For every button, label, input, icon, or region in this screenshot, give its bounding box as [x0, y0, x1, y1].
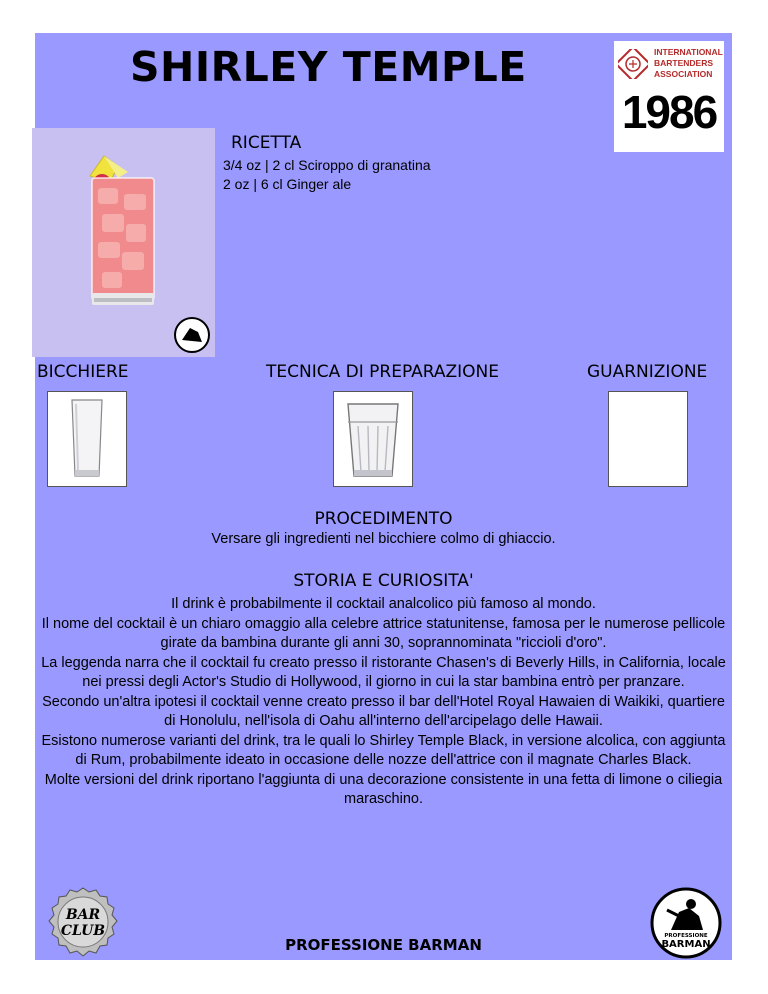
history-paragraph: Molte versioni del drink riportano l'aggiunta di una decorazione consistente in una fetta di limone o ciliegia maraschino.	[44, 771, 723, 807]
recipe-card	[35, 33, 732, 960]
technique-heading: TECNICA DI PREPARAZIONE	[266, 362, 499, 382]
barman-logo-big: BARMAN	[661, 939, 711, 950]
iba-seal-icon	[618, 49, 648, 79]
ingredient-item: 2 oz | 6 cl Ginger ale	[223, 176, 352, 192]
glass-box	[47, 391, 127, 487]
cocktail-glass-image	[32, 128, 215, 357]
history-paragraph: Il drink è probabilmente il cocktail analcolico più famoso al mondo.	[171, 596, 596, 612]
professione-barman-logo	[649, 886, 723, 960]
garnish-heading: GUARNIZIONE	[587, 362, 708, 382]
ingredients-list	[223, 156, 431, 194]
history-paragraph: La leggenda narra che il cocktail fu creato presso il ristorante Chasen's di Beverly Hills, in California, locale nei pressi degli Actor's Studio di Hollywood, il giorno in cui la star bambina entrò per pranzare.	[41, 654, 726, 690]
ingredient-item: 3/4 oz | 2 cl Sciroppo di granatina	[223, 157, 431, 173]
cocktail-title: SHIRLEY TEMPLE	[130, 43, 527, 91]
footer-brand: PROFESSIONE BARMAN	[285, 936, 482, 954]
history-paragraph: Secondo un'altra ipotesi il cocktail venne creato presso il bar dell'Hotel Royal Hawaien di Waikiki, quartiere di Honolulu, nell'isola di Oahu all'interno dell'arcipelago delle Hawaii.	[42, 693, 725, 729]
iba-year: 1986	[621, 86, 717, 138]
history-heading: STORIA E CURIOSITA'	[293, 571, 474, 591]
technique-box	[333, 391, 413, 487]
iba-badge	[614, 41, 724, 152]
barman-logo-small: PROFESSIONE	[664, 933, 708, 939]
garnish-box	[608, 391, 688, 487]
cocktail-photo	[32, 128, 215, 357]
bar-club-line2: CLUB	[60, 923, 106, 939]
barman-logo-icon	[649, 886, 723, 960]
history-paragraph: Il nome del cocktail è un chiaro omaggio alla celebre attrice statunitense, famosa per le numerose pellicole girate da bambina durante gli anni 30, soprannominata "riccioli d'oro".	[41, 615, 726, 651]
history-paragraph: Esistono numerose varianti del drink, tra le quali lo Shirley Temple Black, in versione alcolica, con aggiunta di Rum, probabilmente ideato in occasione delle nozze dell'attrice con il magnate Charles Black.	[41, 732, 726, 768]
history-text	[35, 595, 732, 810]
recipe-heading: RICETTA	[231, 133, 302, 153]
bar-club-line1: BAR	[65, 907, 101, 923]
procedure-heading: PROCEDIMENTO	[314, 509, 453, 529]
procedure-text: Versare gli ingredienti nel bicchiere colmo di ghiaccio.	[211, 531, 556, 547]
glass-heading: BICCHIERE	[37, 362, 129, 382]
rocks-glass-icon	[334, 392, 412, 486]
highball-glass-icon	[48, 392, 126, 486]
iba-org-name: INTERNATIONAL BARTENDERS ASSOCIATION	[654, 47, 723, 79]
